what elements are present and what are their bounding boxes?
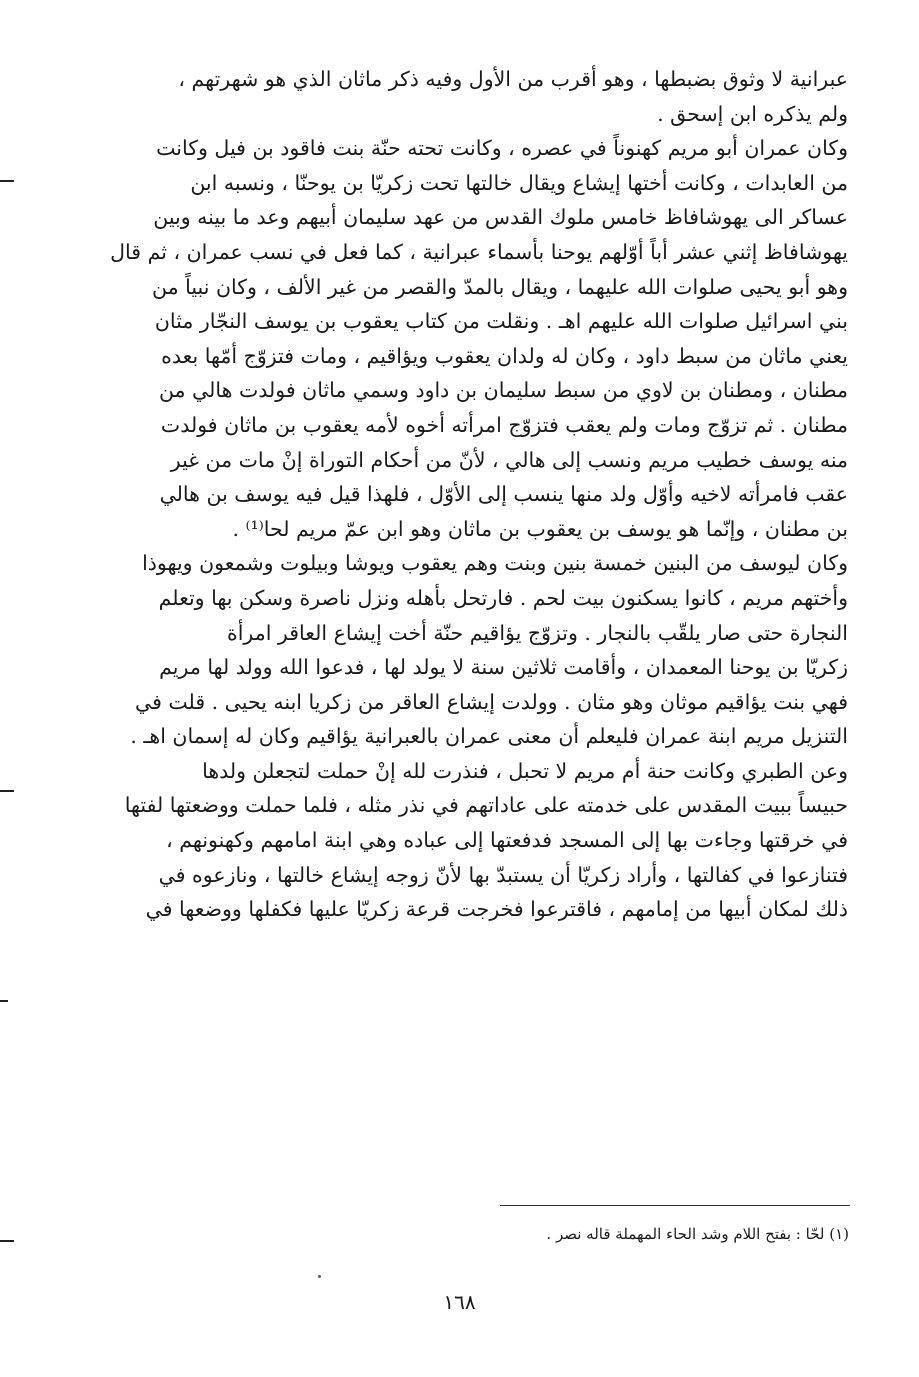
margin-mark xyxy=(0,1240,14,1242)
text-line: مطنان ، ومطنان بن لاوي من سبط سليمان بن داود وسمي ماثان فولدت هالي من xyxy=(158,378,848,403)
text-line: وهو أبو يحيى صلوات الله عليهما ، ويقال بالمدّ والقصر من غير الألف ، وكان نبياً من xyxy=(152,274,848,299)
text-line: ولم يذكره ابن إسحق . xyxy=(657,101,848,126)
text-line: بن مطنان ، وإنّما هو يوسف بن يعقوب بن ماثان وهو ابن عمّ مريم لحا⁽¹⁾ . xyxy=(232,516,848,541)
text-line: وعن الطبري وكانت حنة أم مريم لا تحبل ، فنذرت لله إنْ حملت لتجعلن ولدها xyxy=(202,758,848,783)
margin-mark xyxy=(0,790,14,792)
text-line: يهوشافاظ إثني عشر أباً أوّلهم يوحنا بأسماء عبرانية ، كما فعل في نسب عمران ، ثم قال xyxy=(110,239,848,264)
text-line: يعني ماثان من سبط داود ، وكان له ولدان يعقوب ويؤاقيم ، ومات فتزوّج أمّها بعده xyxy=(161,343,848,368)
text-line: وكان عمران أبو مريم كهنوناً في عصره ، وكانت تحته حنّة بنت فاقود بن فيل وكانت xyxy=(156,136,848,161)
text-line: حبيساً ببيت المقدس على خدمته على عاداتهم في نذر مثله ، فلما حملت ووضعتها لفتها xyxy=(124,793,848,818)
text-line: عقب فامرأته لاخيه وأوّل ولد منها ينسب إلى الأوّل ، فلهذا قيل فيه يوسف بن هالي xyxy=(159,482,848,507)
scan-speck xyxy=(318,1275,321,1278)
text-line: ذلك لمكان أبيها من إمامهم ، فاقترعوا فخرجت قرعة زكريّا عليها فكفلها ووضعها في xyxy=(145,897,848,922)
text-line: عساكر الى يهوشافاظ خامس ملوك القدس من عهد سليمان أبيهم وعد ما بينه وبين xyxy=(153,205,848,230)
text-line: منه يوسف خطيب مريم ونسب إلى هالي ، لأنّ من أحكام التوراة إنْ مات من غير xyxy=(170,447,848,472)
text-line: زكريّا بن يوحنا المعمدان ، وأقامت ثلاثين سنة لا يولد لها ، فدعوا الله وولد لها مريم xyxy=(159,655,848,680)
text-line: فهي بنت يؤاقيم موثان وهو مثان . وولدت إيشاع العاقر من زكريا ابنه يحيى . قلت في xyxy=(135,689,848,714)
footnote: (١) لحّا : بفتح اللام وشد الحاء المهملة قاله نصر . xyxy=(546,1225,849,1243)
page-number: ١٦٨ xyxy=(443,1290,476,1314)
text-line: وأختهم مريم ، كانوا يسكنون بيت لحم . فارتحل بأهله ونزل ناصرة وسكن بها وتعلم xyxy=(158,585,848,610)
text-line: وكان ليوسف من البنين خمسة بنين وبنت وهم يعقوب ويوشا وبيلوت وشمعون ويهوذا xyxy=(142,551,848,576)
text-line: مطنان . ثم تزوّج ومات ولم يعقب فتزوّج امرأته أخوه لأمه يعقوب بن ماثان فولدت xyxy=(160,412,848,437)
text-line: من العابدات ، وكانت أختها إيشاع ويقال خالتها تحت زكريّا بن يوحنّا ، ونسبه ابن xyxy=(190,170,848,195)
text-line: النجارة حتى صار يلقّب بالنجار . وتزوّج يؤاقيم حنّة أخت إيشاع العاقر امرأة xyxy=(226,620,848,645)
page-body xyxy=(100,62,848,927)
text-line: بني اسرائيل صلوات الله عليهم اهـ . ونقلت من كتاب يعقوب بن يوسف النجّار مثان xyxy=(154,309,848,334)
margin-mark xyxy=(0,180,14,182)
text-line: عبرانية لا وثوق بضبطها ، وهو أقرب من الأول وفيه ذكر ماثان الذي هو شهرتهم ، xyxy=(178,67,848,91)
margin-mark xyxy=(0,1000,8,1002)
text-line: في خرقتها وجاءت بها إلى المسجد فدفعتها إلى عباده وهي ابنة امامهم وكهنونهم ، xyxy=(166,828,848,853)
text-line: التنزيل مريم ابنة عمران فليعلم أن معنى عمران بالعبرانية يؤاقيم وكان له إسمان اهـ . xyxy=(130,724,848,749)
text-line: فتنازعوا في كفالتها ، وأراد زكريّا أن يستبدّ بها لأنّ زوجه إيشاع خالتها ، ونازعوه في xyxy=(158,862,848,887)
footnote-divider xyxy=(500,1205,850,1206)
